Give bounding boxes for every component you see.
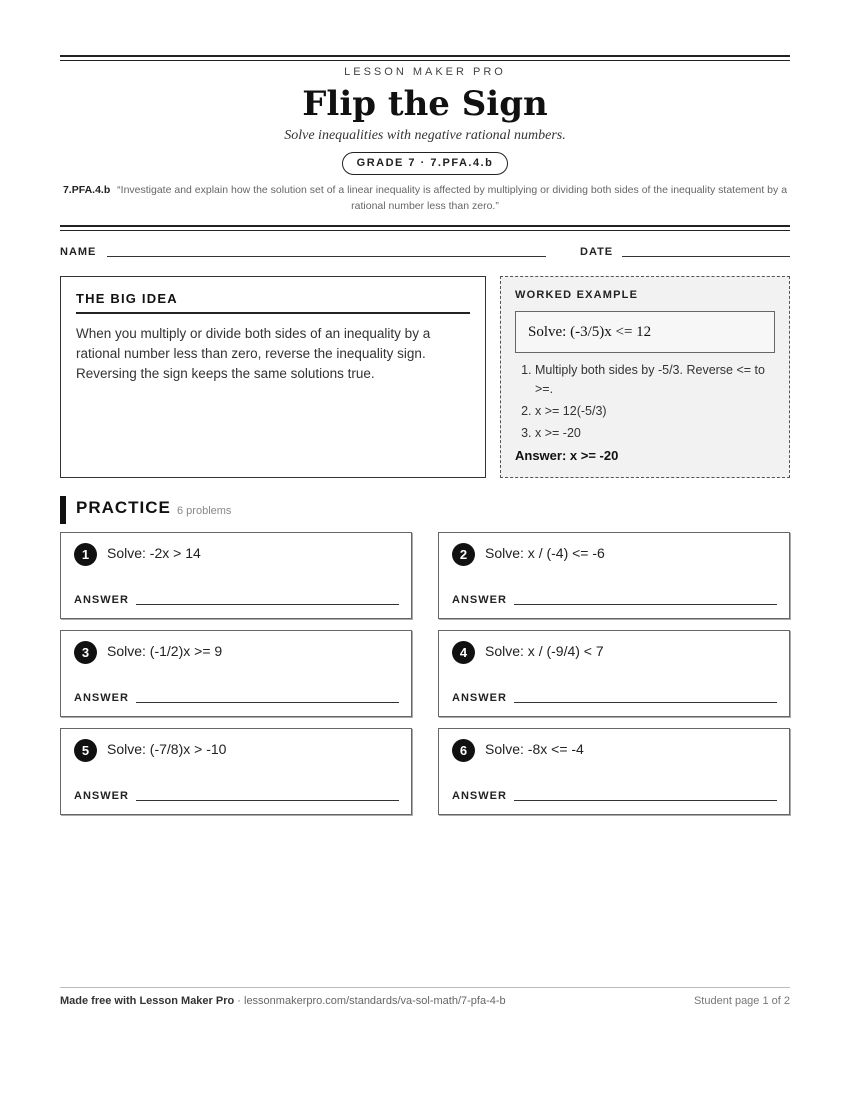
footer-divider [60, 987, 790, 988]
standard-text: “Investigate and explain how the solution set of a linear inequality is affected by multiplying or dividing both sides of the inequality statement by a rational number less than zero.” [117, 184, 788, 212]
problem-number-badge: 2 [452, 543, 475, 566]
problem-card [60, 728, 412, 815]
answer-label: ANSWER [452, 790, 507, 802]
problem-number-badge: 3 [74, 641, 97, 664]
problem-question: Solve: x / (-9/4) < 7 [485, 643, 604, 659]
standard-code: 7.PFA.4.b [62, 184, 111, 196]
answer-label: ANSWER [74, 692, 129, 704]
answer-label: ANSWER [452, 692, 507, 704]
practice-count: 6 problems [177, 505, 232, 517]
name-field[interactable] [107, 256, 546, 257]
worked-example-heading: WORKED EXAMPLE [515, 289, 639, 301]
problem-card [60, 630, 412, 717]
footer-url[interactable]: · lessonmakerpro.com/standards/va-sol-math/7-pfa-4-b [234, 995, 506, 1007]
worked-example-box [500, 276, 790, 478]
problem-card [60, 532, 412, 619]
worked-example-steps [515, 361, 775, 443]
page-subtitle: Solve inequalities with negative rational numbers. [284, 128, 566, 143]
problem-question: Solve: -2x > 14 [107, 545, 201, 561]
footer-page-number: Student page 1 of 2 [693, 995, 790, 1007]
problem-card [438, 630, 790, 717]
grade-badge: GRADE 7 · 7.PFA.4.b [342, 152, 508, 175]
top-double-rule [60, 55, 790, 61]
big-idea-heading: THE BIG IDEA [76, 291, 470, 314]
practice-accent-bar [60, 496, 66, 524]
answer-field[interactable] [136, 702, 399, 703]
answer-field[interactable] [136, 800, 399, 801]
problem-number-badge: 1 [74, 543, 97, 566]
name-label: NAME [60, 246, 97, 258]
practice-heading: PRACTICE [76, 498, 171, 517]
answer-field[interactable] [514, 800, 777, 801]
answer-field[interactable] [136, 604, 399, 605]
problem-number-badge: 5 [74, 739, 97, 762]
problem-question: Solve: (-1/2)x >= 9 [107, 643, 223, 659]
header-bottom-double-rule [60, 225, 790, 231]
answer-label: ANSWER [74, 790, 129, 802]
worked-step: 3. x >= -20 [535, 424, 775, 443]
problem-question: Solve: -8x <= -4 [485, 741, 584, 757]
answer-label: ANSWER [452, 594, 507, 606]
worked-example-equation: Solve: (-3/5)x <= 12 [515, 311, 775, 353]
big-idea-box [60, 276, 486, 478]
page-title: Flip the Sign [302, 84, 548, 124]
worked-step: 1. Multiply both sides by -5/3. Reverse <= to >=. [535, 361, 775, 399]
problem-question: Solve: (-7/8)x > -10 [107, 741, 227, 757]
answer-label: ANSWER [74, 594, 129, 606]
problem-number-badge: 4 [452, 641, 475, 664]
date-label: DATE [580, 246, 614, 258]
date-field[interactable] [622, 256, 790, 257]
problem-card [438, 532, 790, 619]
problem-card [438, 728, 790, 815]
brand-name: LESSON MAKER PRO [344, 66, 506, 78]
answer-field[interactable] [514, 604, 777, 605]
problem-question: Solve: x / (-4) <= -6 [485, 545, 605, 561]
big-idea-text: When you multiply or divide both sides of an inequality by a rational number less than zero, reverse the inequality sign. Reversing the sign keeps the same solutions true. [76, 326, 431, 381]
answer-field[interactable] [514, 702, 777, 703]
worked-step: 2. x >= 12(-5/3) [535, 402, 775, 421]
standard-statement [60, 182, 790, 214]
footer-made-with: Made free with Lesson Maker Pro [60, 995, 235, 1007]
worked-example-answer: Answer: x >= -20 [515, 448, 619, 463]
footer-credit [60, 995, 506, 1007]
problem-number-badge: 6 [452, 739, 475, 762]
